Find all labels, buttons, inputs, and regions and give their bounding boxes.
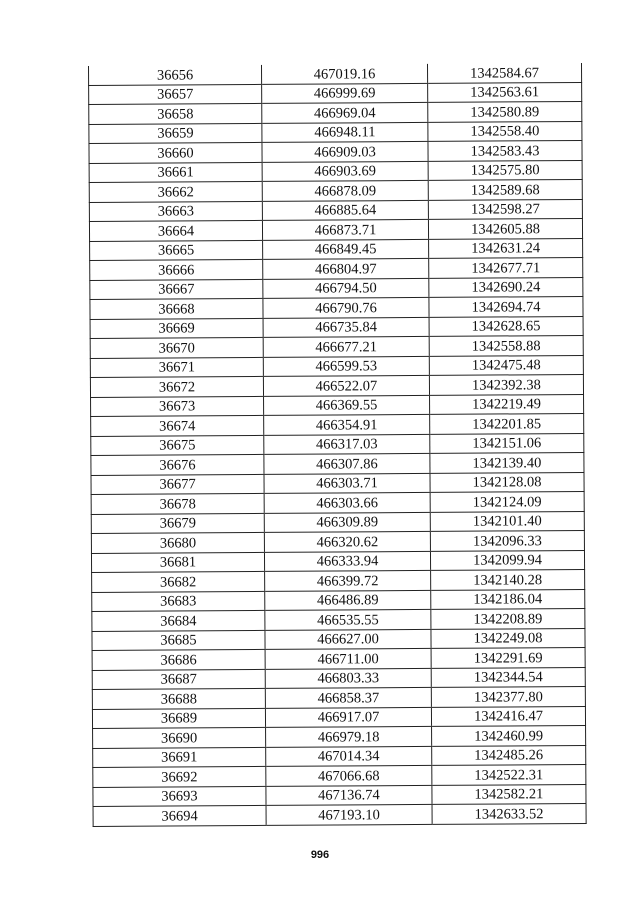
table-row	[89, 101, 582, 124]
point-id-cell: 36676	[91, 454, 264, 475]
x-coordinate-cell: 466309.89	[264, 512, 430, 533]
coordinates-table-body	[88, 63, 586, 826]
x-coordinate-cell: 466790.76	[263, 297, 429, 318]
x-coordinate-cell: 466969.04	[262, 102, 428, 123]
table-row	[90, 296, 583, 319]
y-coordinate-cell: 1342291.69	[431, 647, 585, 667]
y-coordinate-cell: 1342139.40	[430, 452, 584, 472]
x-coordinate-cell: 466873.71	[262, 219, 428, 240]
point-id-cell: 36657	[89, 84, 262, 105]
table-row	[91, 550, 584, 573]
table-row	[90, 374, 583, 397]
y-coordinate-cell: 1342694.74	[429, 296, 583, 316]
table-row	[89, 199, 582, 222]
x-coordinate-cell: 467019.16	[261, 64, 427, 84]
x-coordinate-cell: 466903.69	[262, 161, 428, 182]
y-coordinate-cell: 1342249.08	[431, 628, 585, 648]
table-row	[91, 394, 584, 417]
table-row	[89, 121, 582, 144]
table-row	[92, 647, 585, 670]
y-coordinate-cell: 1342690.24	[429, 277, 583, 297]
y-coordinate-cell: 1342558.40	[428, 121, 582, 141]
table-row	[90, 355, 583, 378]
point-id-cell: 36688	[92, 688, 265, 709]
x-coordinate-cell: 466948.11	[262, 122, 428, 143]
x-coordinate-cell: 466317.03	[264, 434, 430, 455]
y-coordinate-cell: 1342124.09	[430, 491, 584, 511]
point-id-cell: 36659	[89, 123, 262, 144]
table-row	[92, 628, 585, 651]
y-coordinate-cell: 1342460.99	[432, 725, 586, 745]
x-coordinate-cell: 466878.09	[262, 180, 428, 201]
point-id-cell: 36682	[92, 571, 265, 592]
y-coordinate-cell: 1342583.43	[428, 140, 582, 160]
y-coordinate-cell: 1342589.68	[428, 179, 582, 199]
x-coordinate-cell: 466333.94	[264, 551, 430, 572]
x-coordinate-cell: 466522.07	[263, 375, 429, 396]
point-id-cell: 36661	[89, 162, 262, 183]
point-id-cell: 36685	[92, 630, 265, 651]
point-id-cell: 36680	[91, 532, 264, 553]
point-id-cell: 36668	[90, 298, 263, 319]
table-row	[89, 82, 582, 105]
x-coordinate-cell: 466307.86	[264, 453, 430, 474]
point-id-cell: 36671	[90, 357, 263, 378]
x-coordinate-cell: 466885.64	[262, 200, 428, 221]
table-row	[90, 277, 583, 300]
x-coordinate-cell: 466354.91	[264, 414, 430, 435]
x-coordinate-cell: 466599.53	[263, 356, 429, 377]
page-number: 996	[310, 849, 330, 861]
table-row	[91, 433, 584, 456]
point-id-cell: 36673	[91, 396, 264, 417]
table-row	[93, 784, 586, 807]
point-id-cell: 36672	[90, 376, 263, 397]
y-coordinate-cell: 1342605.88	[428, 218, 582, 238]
table-row	[92, 589, 585, 612]
point-id-cell: 36677	[91, 474, 264, 495]
point-id-cell: 36675	[91, 435, 264, 456]
table-row	[92, 608, 585, 631]
point-id-cell: 36664	[89, 220, 262, 241]
point-id-cell: 36691	[93, 747, 266, 768]
point-id-cell: 36656	[88, 65, 261, 85]
y-coordinate-cell: 1342598.27	[428, 199, 582, 219]
y-coordinate-cell: 1342485.26	[432, 745, 586, 765]
point-id-cell: 36689	[92, 708, 265, 729]
y-coordinate-cell: 1342633.52	[432, 803, 586, 823]
x-coordinate-cell: 466711.00	[265, 648, 431, 669]
y-coordinate-cell: 1342377.80	[431, 686, 585, 706]
table-row	[93, 725, 586, 748]
table-row	[88, 63, 581, 85]
y-coordinate-cell: 1342344.54	[431, 667, 585, 687]
point-id-cell: 36660	[89, 142, 262, 163]
y-coordinate-cell: 1342208.89	[431, 608, 585, 628]
y-coordinate-cell: 1342677.71	[429, 257, 583, 277]
x-coordinate-cell: 466369.55	[264, 395, 430, 416]
table-row	[92, 686, 585, 709]
x-coordinate-cell: 466849.45	[263, 239, 429, 260]
y-coordinate-cell: 1342584.67	[427, 63, 581, 83]
coordinates-table	[88, 63, 587, 827]
x-coordinate-cell: 466999.69	[262, 83, 428, 104]
y-coordinate-cell: 1342140.28	[431, 569, 585, 589]
x-coordinate-cell: 467136.74	[266, 785, 432, 806]
y-coordinate-cell: 1342582.21	[432, 784, 586, 804]
y-coordinate-cell: 1342631.24	[429, 238, 583, 258]
y-coordinate-cell: 1342558.88	[429, 335, 583, 355]
table-row	[89, 179, 582, 202]
point-id-cell: 36694	[93, 805, 266, 826]
point-id-cell: 36679	[91, 513, 264, 534]
point-id-cell: 36666	[90, 259, 263, 280]
y-coordinate-cell: 1342628.65	[429, 316, 583, 336]
x-coordinate-cell: 466627.00	[265, 629, 431, 650]
y-coordinate-cell: 1342186.04	[431, 589, 585, 609]
point-id-cell: 36670	[90, 337, 263, 358]
y-coordinate-cell: 1342416.47	[431, 706, 585, 726]
x-coordinate-cell: 466677.21	[263, 336, 429, 357]
table-row	[92, 667, 585, 690]
table-row	[90, 335, 583, 358]
point-id-cell: 36665	[90, 240, 263, 261]
x-coordinate-cell: 466535.55	[265, 609, 431, 630]
point-id-cell: 36690	[93, 727, 266, 748]
x-coordinate-cell: 466803.33	[265, 668, 431, 689]
y-coordinate-cell: 1342101.40	[430, 511, 584, 531]
point-id-cell: 36684	[92, 610, 265, 631]
y-coordinate-cell: 1342522.31	[432, 764, 586, 784]
y-coordinate-cell: 1342392.38	[429, 374, 583, 394]
point-id-cell: 36686	[92, 649, 265, 670]
x-coordinate-cell: 466735.84	[263, 317, 429, 338]
x-coordinate-cell: 466979.18	[266, 726, 432, 747]
x-coordinate-cell: 466399.72	[265, 570, 431, 591]
y-coordinate-cell: 1342099.94	[430, 550, 584, 570]
y-coordinate-cell: 1342201.85	[430, 413, 584, 433]
table-row	[91, 491, 584, 514]
table-row	[93, 745, 586, 768]
table-row	[91, 413, 584, 436]
point-id-cell: 36687	[92, 669, 265, 690]
point-id-cell: 36667	[90, 279, 263, 300]
table-row	[91, 472, 584, 495]
y-coordinate-cell: 1342151.06	[430, 433, 584, 453]
x-coordinate-cell: 466486.89	[265, 590, 431, 611]
y-coordinate-cell: 1342575.80	[428, 160, 582, 180]
x-coordinate-cell: 466909.03	[262, 141, 428, 162]
y-coordinate-cell: 1342580.89	[428, 101, 582, 121]
y-coordinate-cell: 1342475.48	[429, 355, 583, 375]
y-coordinate-cell: 1342128.08	[430, 472, 584, 492]
x-coordinate-cell: 466794.50	[263, 278, 429, 299]
x-coordinate-cell: 466303.66	[264, 492, 430, 513]
table-row	[89, 218, 582, 241]
x-coordinate-cell: 466320.62	[264, 531, 430, 552]
x-coordinate-cell: 466858.37	[265, 687, 431, 708]
table-row	[91, 452, 584, 475]
point-id-cell: 36674	[91, 415, 264, 436]
coordinates-table-container	[88, 63, 583, 826]
x-coordinate-cell: 467193.10	[266, 804, 432, 825]
point-id-cell: 36658	[89, 103, 262, 124]
point-id-cell: 36663	[89, 201, 262, 222]
x-coordinate-cell: 467066.68	[266, 765, 432, 786]
point-id-cell: 36669	[90, 318, 263, 339]
x-coordinate-cell: 467014.34	[266, 746, 432, 767]
table-row	[93, 803, 586, 826]
x-coordinate-cell: 466303.71	[264, 473, 430, 494]
table-row	[90, 316, 583, 339]
point-id-cell: 36693	[93, 786, 266, 807]
table-row	[92, 569, 585, 592]
table-row	[90, 238, 583, 261]
table-row	[92, 706, 585, 729]
y-coordinate-cell: 1342096.33	[430, 530, 584, 550]
point-id-cell: 36662	[89, 181, 262, 202]
y-coordinate-cell: 1342219.49	[430, 394, 584, 414]
table-row	[89, 160, 582, 183]
x-coordinate-cell: 466917.07	[265, 707, 431, 728]
point-id-cell: 36678	[91, 493, 264, 514]
table-row	[93, 764, 586, 787]
table-row	[91, 511, 584, 534]
point-id-cell: 36681	[91, 552, 264, 573]
point-id-cell: 36692	[93, 766, 266, 787]
y-coordinate-cell: 1342563.61	[428, 82, 582, 102]
table-row	[89, 140, 582, 163]
table-row	[91, 530, 584, 553]
x-coordinate-cell: 466804.97	[263, 258, 429, 279]
point-id-cell: 36683	[92, 591, 265, 612]
table-row	[90, 257, 583, 280]
